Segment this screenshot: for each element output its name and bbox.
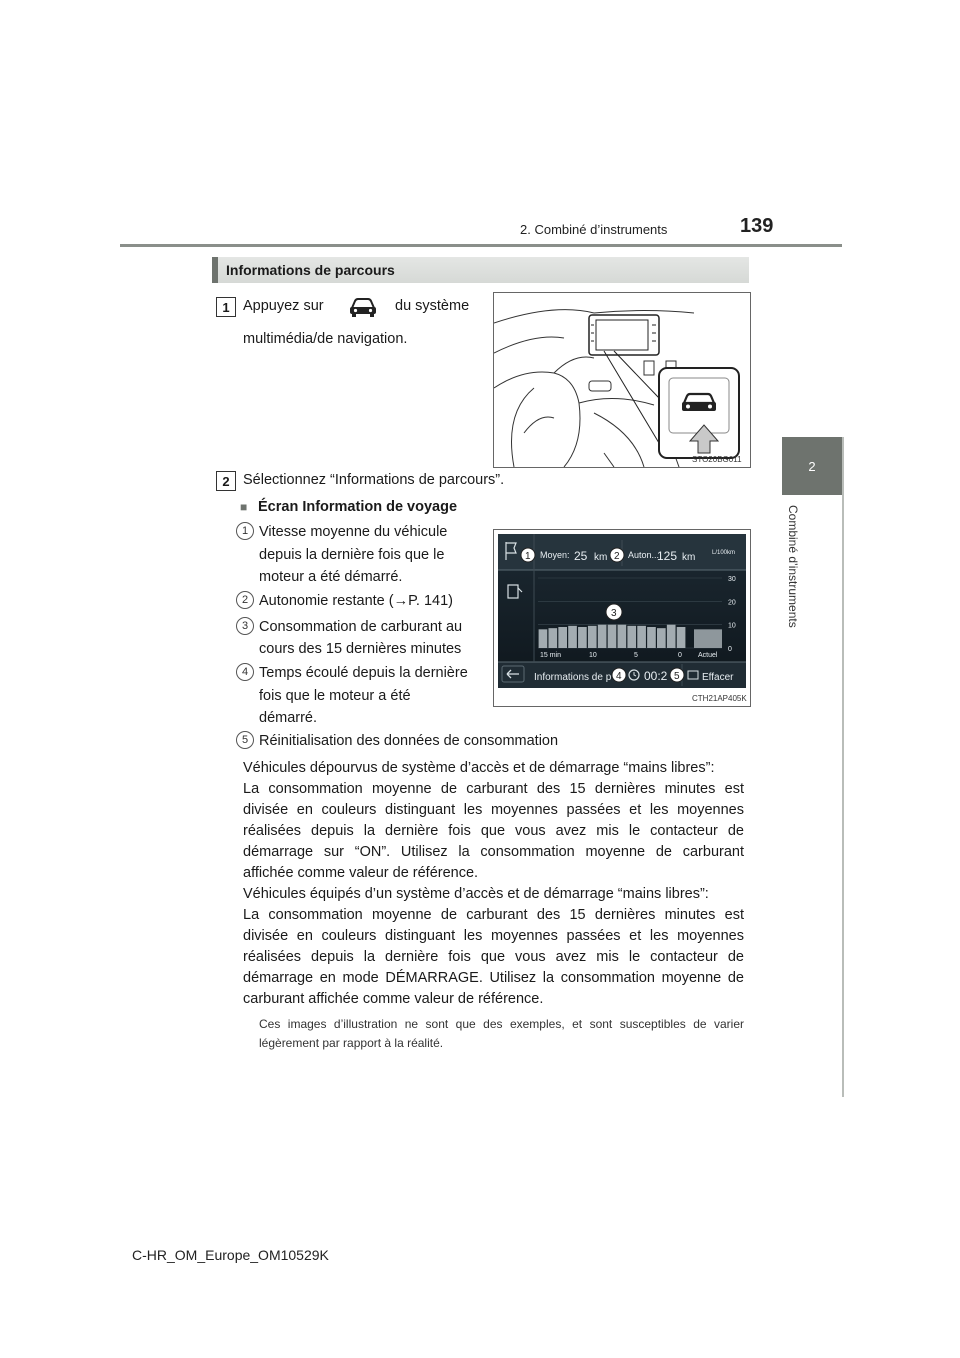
consumption-bar xyxy=(677,627,686,648)
consumption-bar xyxy=(598,625,607,648)
figure-1-code: STO20BG011 xyxy=(692,455,742,464)
callout-4 xyxy=(612,668,626,682)
section-header: 2. Combiné d’instruments xyxy=(520,222,668,237)
screen-consumption-unit: L/100km xyxy=(712,550,736,556)
item-3-line-1: Consommation de carburant au xyxy=(259,619,463,635)
screen-current-label: Actuel xyxy=(698,652,718,659)
y-tick-label: 20 xyxy=(728,599,736,607)
paragraph-1: Véhicules dépourvus de système d’accès et de démarrage “mains libres”: xyxy=(243,760,715,776)
item-4-line-3: démarré. xyxy=(259,710,318,726)
dashboard-figure xyxy=(493,292,751,468)
callout-3 xyxy=(606,604,622,620)
item-2-number: 2 xyxy=(236,591,254,609)
y-tick-label: 10 xyxy=(728,622,736,630)
paragraph-3: Véhicules équipés d’un système d’accès et de démarrage “mains libres”: xyxy=(243,886,709,902)
footer-code: C-HR_OM_Europe_OM10529K xyxy=(132,1247,329,1263)
consumption-bar xyxy=(657,628,666,648)
item-3-line-2: cours des 15 dernières minutes xyxy=(259,641,462,657)
screen-bottom-title: Informations de p xyxy=(534,672,612,683)
consumption-bar xyxy=(548,628,557,648)
item-5-line-1: Réinitialisation des données de consommation xyxy=(259,733,559,749)
section-title-bar xyxy=(212,257,749,283)
step-1-text-after: du système xyxy=(395,298,470,314)
consumption-bar xyxy=(637,626,646,648)
header-rule xyxy=(120,244,842,247)
consumption-bar xyxy=(608,625,617,648)
y-tick-label: 0 xyxy=(728,646,732,653)
item-1-line-1: Vitesse moyenne du véhicule xyxy=(259,524,448,540)
dashboard-illustration xyxy=(494,293,750,467)
item-4-number: 4 xyxy=(236,663,254,681)
item-4-line-1: Temps écoulé depuis la dernière xyxy=(259,665,468,681)
callout-5 xyxy=(670,668,684,682)
chapter-tab: 2 xyxy=(782,437,842,495)
subheading: Écran Information de voyage xyxy=(258,499,458,515)
consumption-bar xyxy=(667,625,676,648)
x-tick-label: 10 xyxy=(589,652,597,659)
svg-text:4: 4 xyxy=(616,671,622,682)
item-2-line-1: Autonomie restante (→P. 141) xyxy=(259,593,453,609)
item-3-number: 3 xyxy=(236,617,254,635)
chapter-tab-label: Combiné d’instruments xyxy=(786,505,800,628)
screen-avg-value: 25 xyxy=(574,549,588,563)
chapter-side-line xyxy=(842,437,844,1097)
x-tick-label: 15 min xyxy=(540,652,562,659)
item-1-number: 1 xyxy=(236,522,254,540)
consumption-bar xyxy=(568,626,577,648)
screen-time-value: 00:2 xyxy=(644,669,668,683)
svg-text:3: 3 xyxy=(611,608,617,619)
screen-range-value: 125 xyxy=(657,549,678,563)
svg-text:5: 5 xyxy=(674,671,680,682)
callout-2 xyxy=(610,548,624,562)
subheading-marker: ■ xyxy=(240,500,248,514)
step-2-text: Sélectionnez “Informations de parcours”. xyxy=(243,472,505,488)
car-icon xyxy=(348,296,378,318)
step-1-text-before: Appuyez sur xyxy=(243,298,324,314)
trip-info-screen xyxy=(494,530,750,706)
consumption-bar xyxy=(618,625,627,648)
screen-avg-unit: km xyxy=(594,552,608,563)
illustration-note: Ces images d’illustration ne sont que des exemples, et sont susceptibles de varier légèrement par rapport à la réalité. xyxy=(259,1017,744,1050)
paragraph-4: La consommation moyenne de carburant des 15 dernières minutes est divisée en couleurs distinguant les moyennes passées et les moyennes réalisées depuis la dernière fois que vous avez mis le contacteur de démarrage en mode DÉMARRAGE. Utilisez la consommation moyenne de carburant affichée comme valeur de référence. xyxy=(243,907,744,1007)
screen-range-label: Auton... xyxy=(628,550,660,560)
item-4-line-2: fois que le moteur a été xyxy=(259,688,411,704)
screen-clear-button[interactable]: Effacer xyxy=(702,672,734,683)
consumption-bar xyxy=(627,626,636,648)
consumption-bar xyxy=(647,627,656,648)
svg-text:2: 2 xyxy=(614,551,620,562)
paragraph-2: La consommation moyenne de carburant des 15 dernières minutes est divisée en couleurs distinguant les moyennes passées et les moyennes réalisées depuis la dernière fois que vous avez mis le contacteur de démarrage sur “ON”. Utilisez la consommation moyenne de carburant affichée comme valeur de référence. xyxy=(243,781,744,881)
step-1-text-line2: multimédia/de navigation. xyxy=(243,331,408,347)
screen-range-unit: km xyxy=(682,552,696,563)
item-1-line-3: moteur a été démarré. xyxy=(259,569,403,585)
x-tick-label: 5 xyxy=(634,652,638,659)
page-number: 139 xyxy=(740,215,774,237)
consumption-bar xyxy=(539,629,548,648)
svg-text:1: 1 xyxy=(525,551,531,562)
trip-info-figure xyxy=(493,529,751,707)
item-1-line-2: depuis la dernière fois que le xyxy=(259,547,445,563)
consumption-bar xyxy=(588,626,597,648)
step-2-number: 2 xyxy=(216,471,236,491)
callout-1 xyxy=(521,548,535,562)
section-title: Informations de parcours xyxy=(226,262,395,278)
title-accent xyxy=(212,257,218,283)
item-5-number: 5 xyxy=(236,731,254,749)
consumption-bar xyxy=(558,627,567,648)
step-1-number: 1 xyxy=(216,297,236,317)
screen-avg-label: Moyen: xyxy=(540,550,570,560)
figure-2-code: CTH21AP405K xyxy=(692,694,747,703)
x-tick-label: 0 xyxy=(678,652,682,659)
y-tick-label: 30 xyxy=(728,576,736,583)
consumption-bar xyxy=(578,627,587,648)
current-consumption-bar xyxy=(694,629,722,648)
